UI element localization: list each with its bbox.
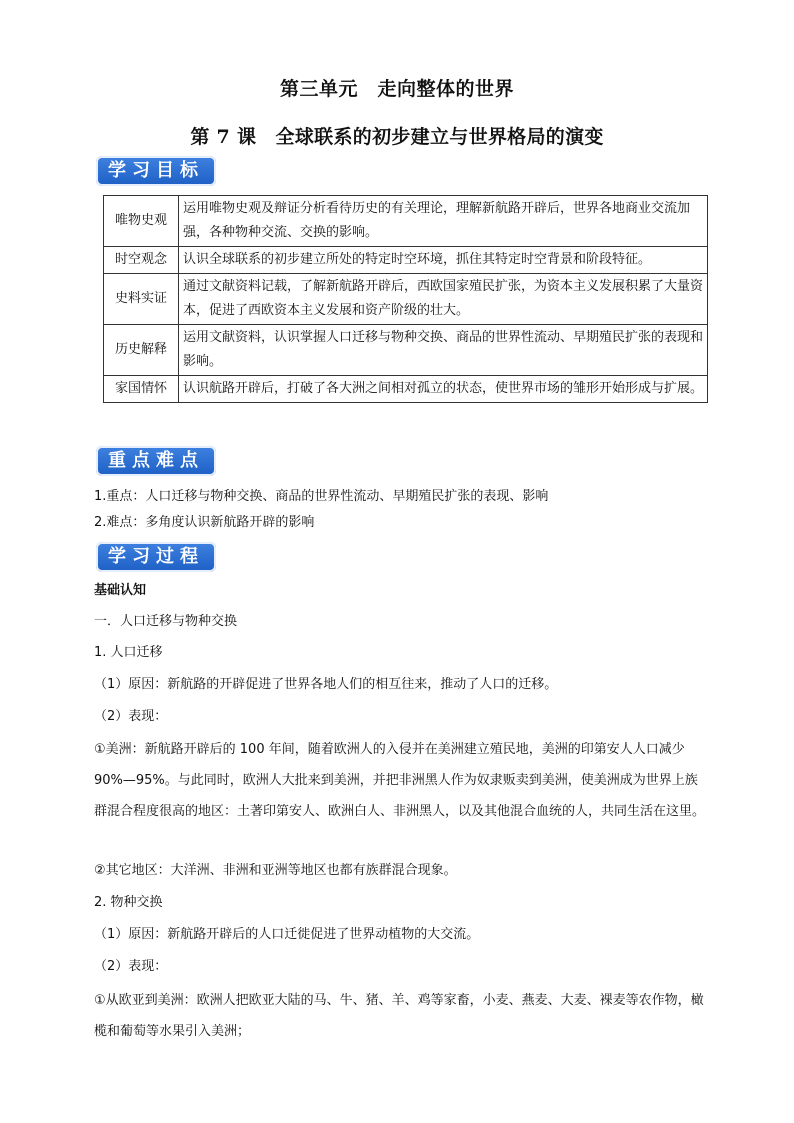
paragraph: ②其它地区：大洋洲、非洲和亚洲等地区也都有族群混合现象。: [94, 863, 457, 878]
table-row: [104, 196, 708, 247]
goal-key: 历史解释: [104, 325, 179, 376]
paragraph: ①美洲：新航路开辟后的 100 年间，随着欧洲人的入侵并在美洲建立殖民地，美洲的印第安人人口减少 90%—95%。与此同时，欧洲人大批来到美洲，并把非洲黑人作为奴隶贩卖到美洲，使美洲成为世界上族群混合程度很高的地区：土著印第安人、欧洲白人、非洲黑人，以及其他混合血统的人，共同生活在这里。: [94, 742, 706, 819]
goal-value: 运用唯物史观及辩证分析看待历史的有关理论，理解新航路开辟后，世界各地商业交流加强，各种物种交流、交换的影响。: [179, 196, 708, 247]
paragraph: ①从欧亚到美洲：欧洲人把欧亚大陆的马、牛、猪、羊、鸡等家畜，小麦、燕麦、大麦、裸麦等农作物，橄榄和葡萄等水果引入美洲；: [94, 993, 704, 1039]
table-row: [104, 247, 708, 274]
key-point-1: 1.重点：人口迁移与物种交换、商品的世界性流动、早期殖民扩张的表现、影响: [94, 489, 549, 504]
unit-title: 第三单元 走向整体的世界: [279, 78, 514, 100]
goal-value: 通过文献资料记载，了解新航路开辟后，西欧国家殖民扩张，为资本主义发展积累了大量资本，促进了西欧资本主义发展和资产阶级的壮大。: [179, 274, 708, 325]
goal-key: 史料实证: [104, 274, 179, 325]
goal-key: 家国情怀: [104, 376, 179, 403]
goals-table: [103, 195, 708, 403]
goal-value: 认识全球联系的初步建立所处的特定时空环境，抓住其特定时空背景和阶段特征。: [179, 247, 708, 274]
subsection-heading: 2. 物种交换: [94, 895, 163, 910]
subsection-heading: 1. 人口迁移: [94, 645, 163, 660]
table-row: [104, 376, 708, 403]
key-point-2: 2.难点：多角度认识新航路开辟的影响: [94, 515, 315, 530]
learning-process-badge: 学习过程: [96, 542, 216, 572]
paragraph: （2）表现：: [94, 709, 168, 724]
paragraph: （1）原因：新航路开辟后的人口迁徙促进了世界动植物的大交流。: [94, 927, 480, 942]
paragraph: （2）表现：: [94, 959, 168, 974]
table-row: [104, 325, 708, 376]
key-points-badge: 重点难点: [96, 446, 216, 476]
table-row: [104, 274, 708, 325]
paragraph: （1）原因：新航路的开辟促进了世界各地人们的相互往来，推动了人口的迁移。: [94, 677, 558, 692]
goal-value: 认识航路开辟后，打破了各大洲之间相对孤立的状态，使世界市场的雏形开始形成与扩展。: [179, 376, 708, 403]
goal-key: 时空观念: [104, 247, 179, 274]
learning-goals-badge: 学习目标: [96, 156, 216, 186]
section-heading: 一．人口迁移与物种交换: [94, 614, 238, 629]
basic-knowledge-heading: 基础认知: [94, 583, 147, 598]
goal-value: 运用文献资料，认识掌握人口迁移与物种交换、商品的世界性流动、早期殖民扩张的表现和影响。: [179, 325, 708, 376]
goal-key: 唯物史观: [104, 196, 179, 247]
lesson-title: 第 7 课 全球联系的初步建立与世界格局的演变: [190, 126, 604, 148]
